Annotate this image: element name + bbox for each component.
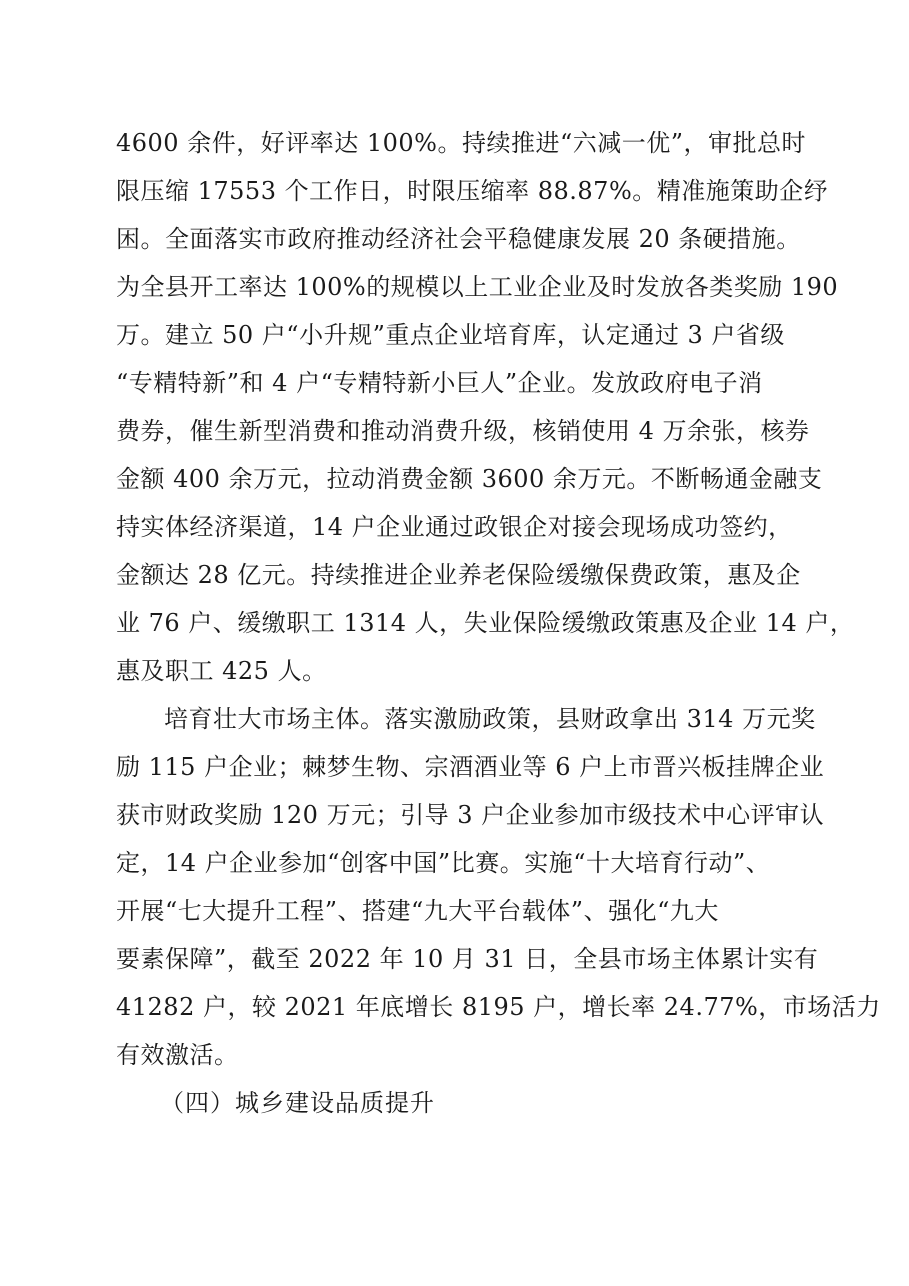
text-line: 开展“七大提升工程”、搭建“九大平台载体”、强化“九大 bbox=[116, 897, 719, 925]
text-line: 困。全面落实市政府推动经济社会平稳健康发展 20 条硬措施。 bbox=[116, 225, 801, 253]
text-line: 限压缩 17553 个工作日，时限压缩率 88.87%。精准施策助企纾 bbox=[116, 177, 829, 205]
text-line: 4600 余件，好评率达 100%。持续推进“六减一优”，审批总时 bbox=[116, 129, 806, 157]
text-line: 培育壮大市场主体。落实激励政策，县财政拿出 314 万元奖 bbox=[164, 705, 816, 733]
text-line: 定，14 户企业参加“创客中国”比赛。实施“十大培育行动”、 bbox=[116, 849, 771, 877]
text-line: 业 76 户、缓缴职工 1314 人，失业保险缓缴政策惠及企业 14 户， bbox=[116, 609, 855, 637]
text-line: 要素保障”，截至 2022 年 10 月 31 日，全县市场主体累计实有 bbox=[116, 945, 819, 973]
text-line: 41282 户，较 2021 年底增长 8195 户，增长率 24.77%，市场活力 bbox=[116, 993, 881, 1021]
text-line: 金额 400 余万元，拉动消费金额 3600 余万元。不断畅通金融支 bbox=[116, 465, 823, 493]
text-line: 有效激活。 bbox=[116, 1041, 239, 1069]
text-line: 为全县开工率达 100%的规模以上工业企业及时发放各类奖励 190 bbox=[116, 273, 839, 301]
text-line: 持实体经济渠道，14 户企业通过政银企对接会现场成功签约， bbox=[116, 513, 793, 541]
text-line: 惠及职工 425 人。 bbox=[116, 657, 327, 685]
text-line: 励 115 户企业；棘梦生物、宗酒酒业等 6 户上市晋兴板挂牌企业 bbox=[116, 753, 825, 781]
text-line: 费券，催生新型消费和推动消费升级，核销使用 4 万余张，核券 bbox=[116, 417, 810, 445]
text-line: 获市财政奖励 120 万元；引导 3 户企业参加市级技术中心评审认 bbox=[116, 801, 825, 829]
text-line: 金额达 28 亿元。持续推进企业养老保险缓缴保费政策，惠及企 bbox=[116, 561, 801, 589]
text-line: “专精特新”和 4 户“专精特新小巨人”企业。发放政府电子消 bbox=[116, 369, 763, 397]
text-line: 万。建立 50 户“小升规”重点企业培育库，认定通过 3 户省级 bbox=[116, 321, 785, 349]
section-heading: （四）城乡建设品质提升 bbox=[160, 1089, 435, 1117]
